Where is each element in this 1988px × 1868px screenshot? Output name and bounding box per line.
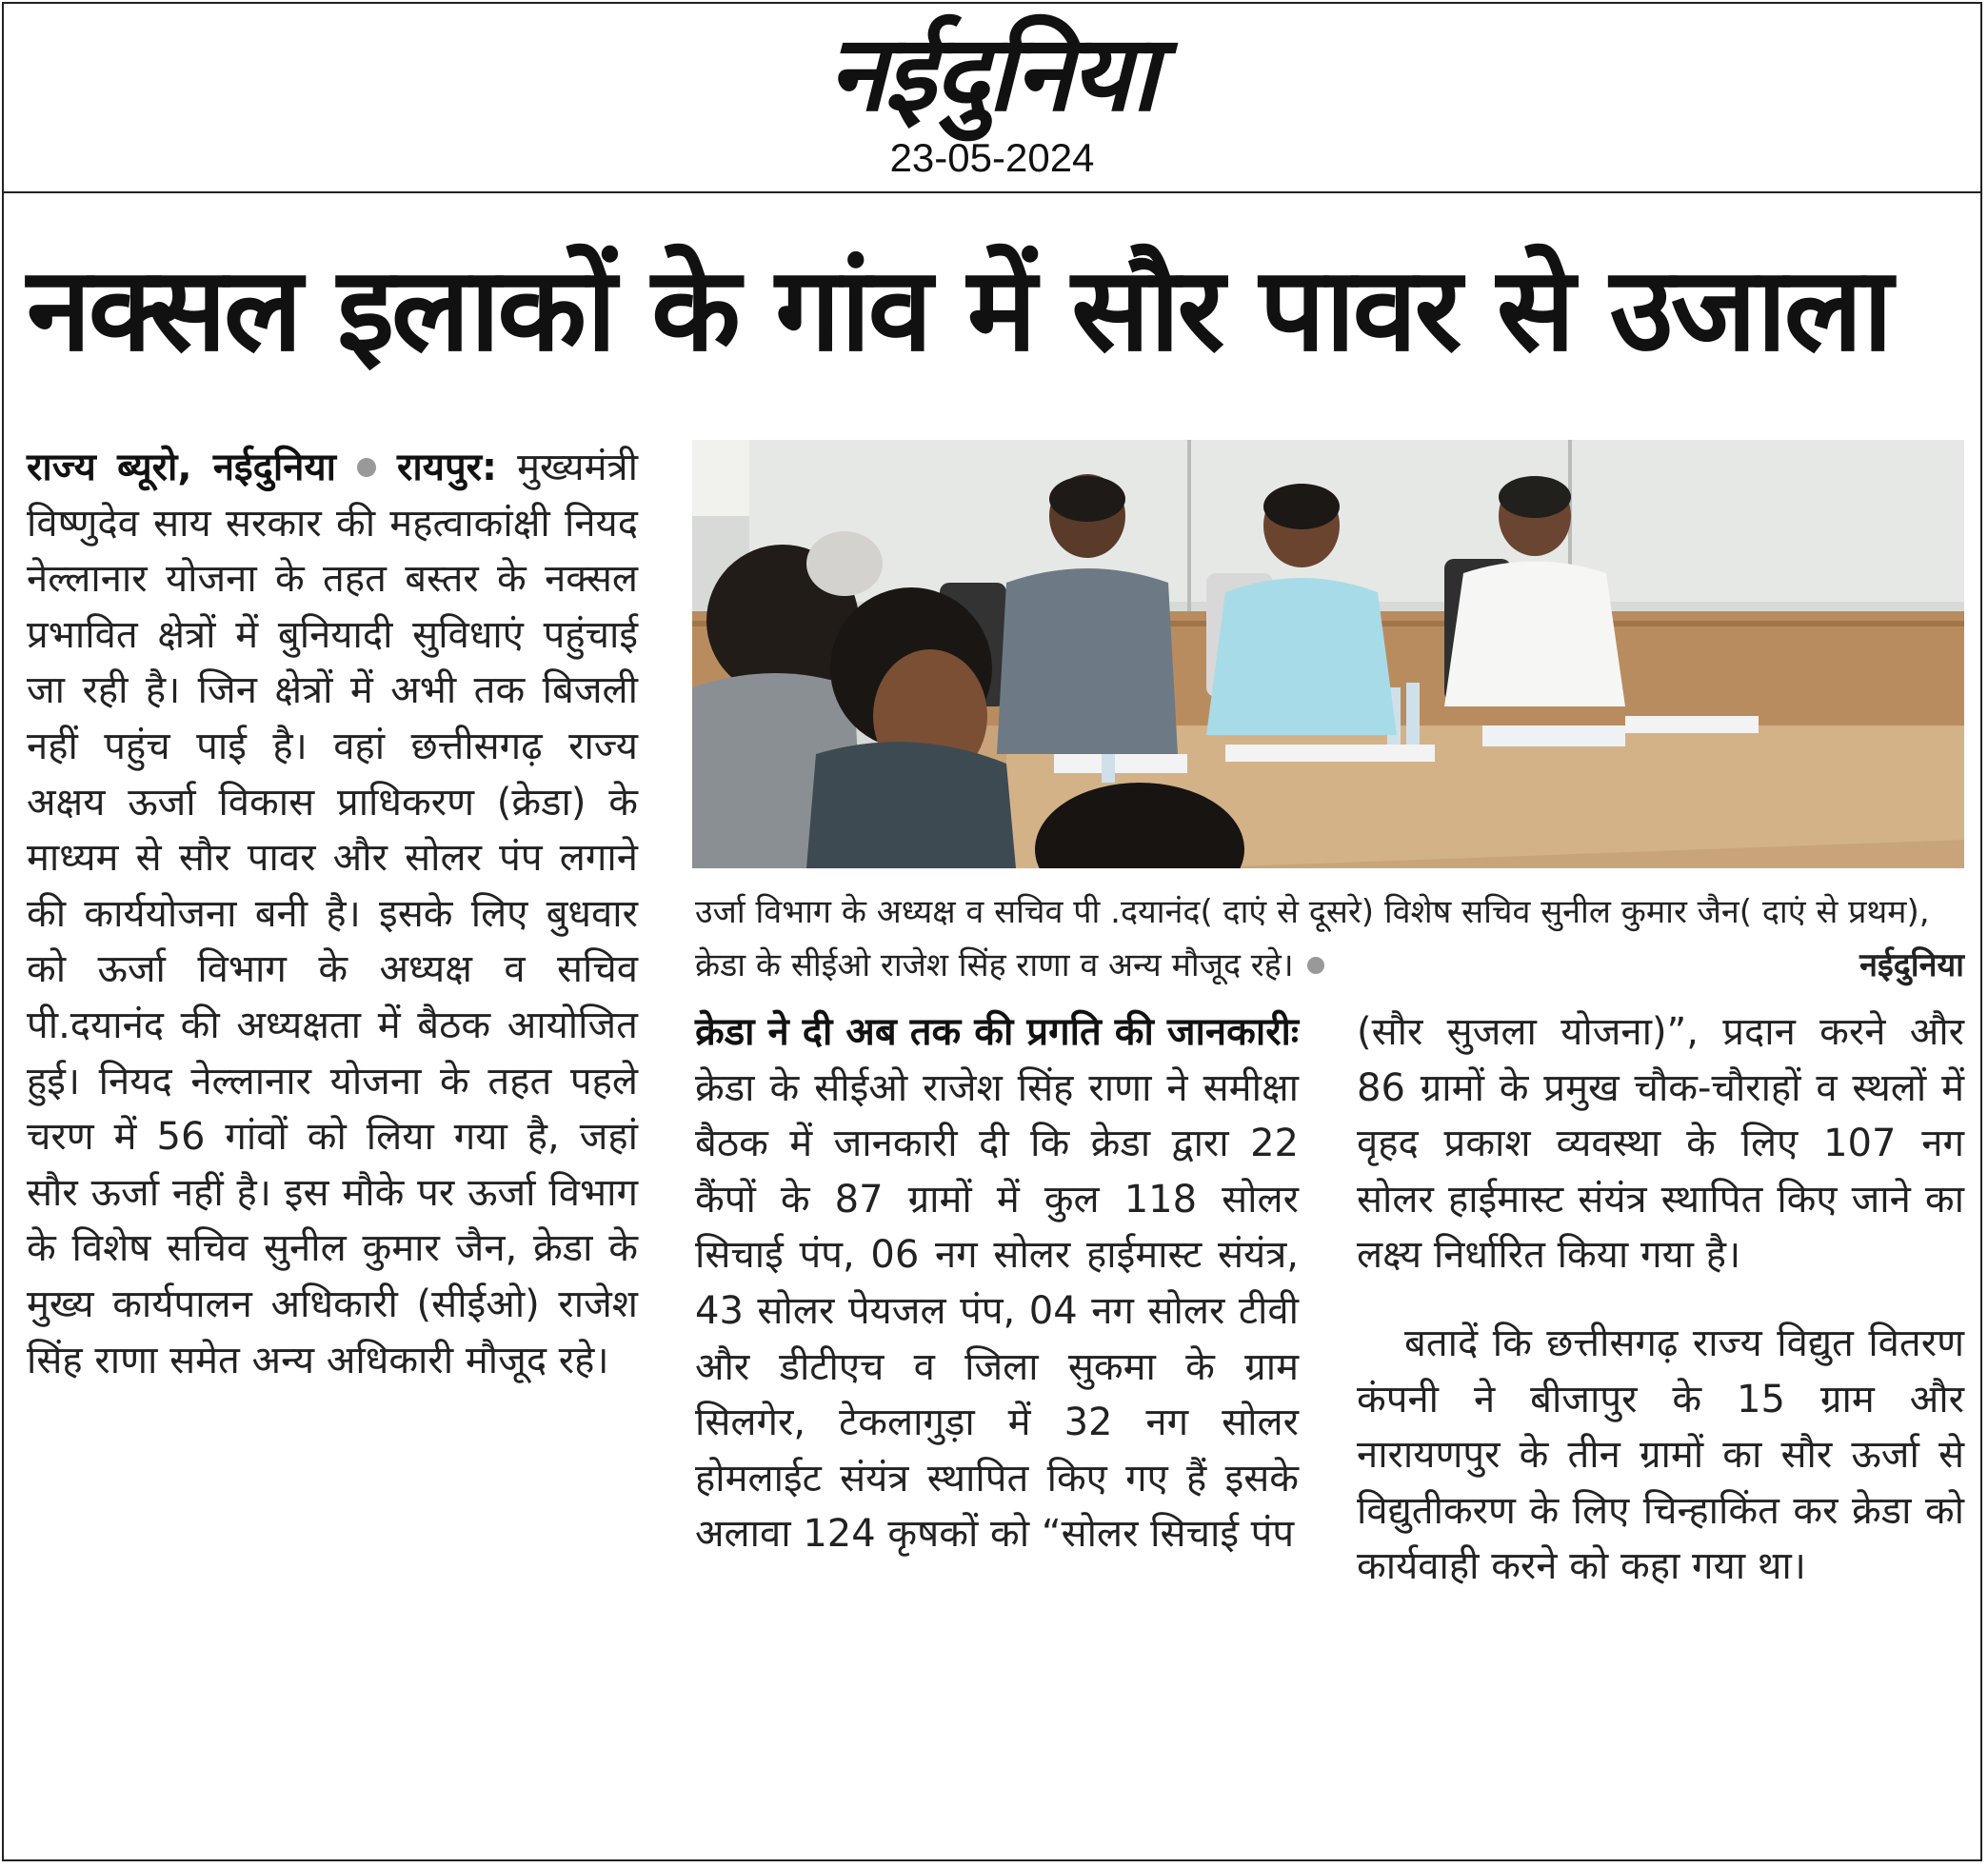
masthead — [2, 2, 1982, 193]
article-column-1 — [27, 440, 638, 1839]
meeting-photo — [692, 440, 1964, 868]
column-2-text: क्रेडा के सीईओ राजेश सिंह राणा ने समीक्षा बैठक में जानकारी दी कि क्रेडा द्वारा 22 कैंपों के 87 ग्रामों में कुल 118 सोलर सिचाई पंप, 06 नग सोलर हाईमास्ट संयंत्र, 43 सोलर पेयजल पंप, 04 नग सोलर टीवी और डीटीएच व जिला सुकमा के ग्राम सिलगेर, टेकलागुड़ा में 32 नग सोलर होमलाईट संयंत्र स्थापित किए गए हैं इसके अलावा 124 कृषकों को “सोलर सिचाई पंप — [695, 1065, 1299, 1557]
photo-caption — [695, 885, 1964, 1000]
caption-bullet-icon — [1307, 957, 1324, 974]
newspaper-logo: नईदुनिया — [827, 12, 1157, 134]
subheading: क्रेडा ने दी अब तक की प्रगति की जानकारीः — [695, 1010, 1299, 1054]
photo-caption-text: उर्जा विभाग के अध्यक्ष व सचिव पी .दयानंद( दाएं से दूसरे) विशेष सचिव सुनील कुमार जैन( दाएं से प्रथम), क्रेडा के सीईओ राजेश सिंह राणा व अन्य मौजूद रहे। — [695, 893, 1930, 984]
publication-date: 23-05-2024 — [889, 135, 1095, 180]
dateline-city: रायपुर: — [397, 446, 498, 489]
meeting-photo-image — [692, 440, 1964, 868]
article-body-text: मुख्यमंत्री विष्णुदेव साय सरकार की महत्वाकांक्षी नियद नेल्लानार योजना के तहत बस्तर के नक्सल प्रभावित क्षेत्रों में बुनियादी सुविधाएं पहुंचाई जा रही है। जिन क्षेत्रों में अभी तक बिजली नहीं पहुंच पाई है। वहां छत्तीसगढ़ राज्य अक्षय ऊर्जा विकास प्राधिकरण (क्रेडा) के माध्यम से सौर पावर और सोलर पंप लगाने की कार्ययोजना बनी है। इसके लिए बुधवार को ऊर्जा विभाग के अध्यक्ष व सचिव पी.दयानंद की अध्यक्षता में बैठक आयोजित हुई। नियद नेल्लानार योजना के तहत पहले चरण में 56 गांवों को लिया गया है, जहां सौर ऊर्जा नहीं है। इस मौके पर ऊर्जा विभाग के विशेष सचिव सुनील कुमार जैन, क्रेडा के मुख्य कार्यपालन अधिकारी (सीईओ) राजेश सिंह राणा समेत अन्य अधिकारी मौजूद रहे। — [27, 446, 638, 1382]
dateline-bullet-icon — [357, 458, 376, 477]
dateline: राज्य ब्यूरो, नईदुनिया — [27, 446, 337, 489]
column-3-paragraph-1: (सौर सुजला योजना)”, प्रदान करने और 86 ग्रामों के प्रमुख चौक-चौराहों व स्थलों में वृहद प्रकाश व्यवस्था के लिए 107 नग सोलर हाईमास्ट संयंत्र स्थापित किए जाने का लक्ष्य निर्धारित किया गया है। — [1357, 1010, 1964, 1278]
article-column-2 — [695, 1004, 1299, 1842]
article-headline: नक्सल इलाकों के गांव में सौर पावर से उजाला — [27, 242, 1891, 377]
column-3-paragraph-2: बतादें कि छत्तीसगढ़ राज्य विद्युत वितरण कंपनी ने बीजापुर के 15 ग्राम और नारायणपुर के तीन ग्रामों का सौर ऊर्जा से विद्युतीकरण के लिए चिन्हाकिंत कर क्रेडा को कार्यवाही करने को कहा गया था। — [1357, 1321, 1964, 1589]
photo-credit: नईदुनिया — [1859, 946, 1964, 984]
article-column-3 — [1357, 1004, 1964, 1842]
